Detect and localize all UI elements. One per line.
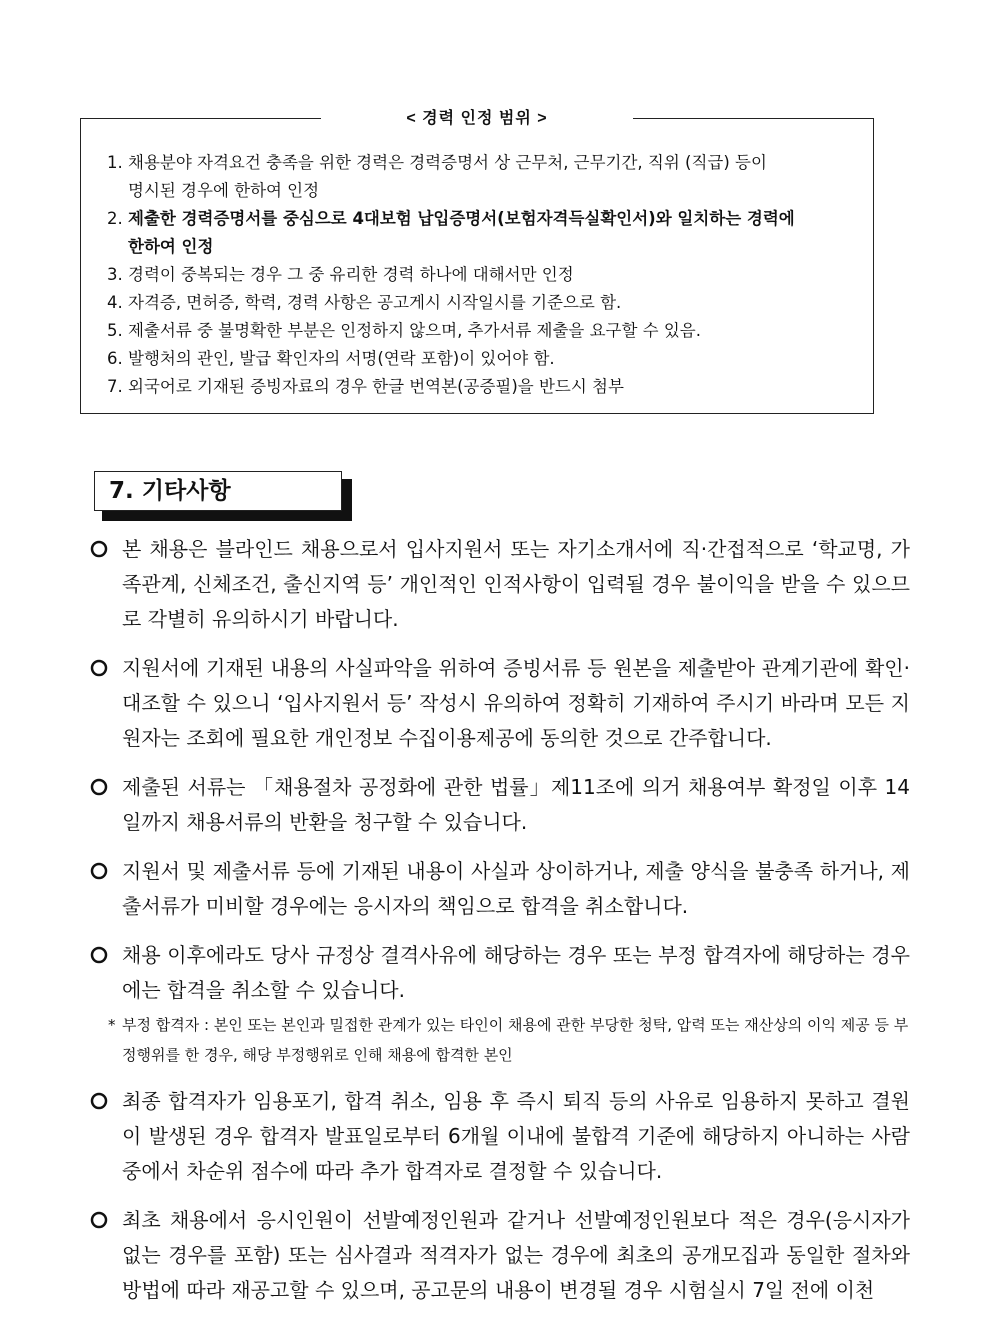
circle-bullet-icon (90, 1092, 108, 1110)
criteria-box-title: < 경력 인정 범위 > (321, 105, 633, 128)
list-item: 지원서 및 제출서류 등에 기재된 내용이 사실과 상이하거나, 제출 양식을 불충족 하거나, 제출서류가 미비할 경우에는 응시자의 책임으로 합격을 취소합니다. (90, 854, 910, 924)
list-item: 제출된 서류는 「채용절차 공정화에 관한 법률」제11조에 의거 채용여부 확정일 이후 14일까지 채용서류의 반환을 청구할 수 있습니다. (90, 770, 910, 840)
circle-bullet-icon (90, 946, 108, 964)
criteria-list (107, 149, 852, 401)
list-item: 본 채용은 블라인드 채용으로서 입사지원서 또는 자기소개서에 직·간접적으로 ‘학교명, 가족관계, 신체조건, 출신지역 등’ 개인적인 인적사항이 입력될 경우 불이익을 받을 수 있으므로 각별히 유의하시기 바랍니다. (90, 532, 910, 637)
circle-bullet-icon (90, 862, 108, 880)
circle-bullet-icon (90, 778, 108, 796)
criteria-item: 3. 경력이 중복되는 경우 그 중 유리한 경력 하나에 대해서만 인정 (107, 265, 574, 284)
circle-bullet-icon (90, 659, 108, 677)
list-item: 최종 합격자가 임용포기, 합격 취소, 임용 후 즉시 퇴직 등의 사유로 임용하지 못하고 결원이 발생된 경우 합격자 발표일로부터 6개월 이내에 불합격 기준에 해당하지 아니하는 사람 중에서 차순위 점수에 따라 추가 합격자로 결정할 수 있습니다. (90, 1084, 910, 1189)
criteria-box (80, 110, 874, 414)
criteria-item: 2. 제출한 경력증명서를 중심으로 4대보험 납입증명서(보험자격득실확인서)와 일치하는 경력에 한하여 인정 (107, 209, 795, 256)
criteria-item: 7. 외국어로 기재된 증빙자료의 경우 한글 번역본(공증필)을 반드시 첨부 (107, 377, 624, 396)
criteria-item: 6. 발행처의 관인, 발급 확인자의 서명(연락 포함)이 있어야 함. (107, 349, 555, 368)
bullet-list (90, 532, 910, 1322)
section-title: 7. 기타사항 (94, 471, 342, 511)
criteria-item: 1. 채용분야 자격요건 충족을 위한 경력은 경력증명서 상 근무처, 근무기간, 직위 (직급) 등이 명시된 경우에 한하여 인정 (107, 153, 767, 200)
list-item: 채용 이후에라도 당사 규정상 결격사유에 해당하는 경우 또는 부정 합격자에 해당하는 경우에는 합격을 취소할 수 있습니다. (90, 938, 910, 1008)
circle-bullet-icon (90, 540, 108, 558)
list-item: 지원서에 기재된 내용의 사실파악을 위하여 증빙서류 등 원본을 제출받아 관계기관에 확인·대조할 수 있으니 ‘입사지원서 등’ 작성시 유의하여 정확히 기재하여 주시기 바라며 모든 지원자는 조회에 필요한 개인정보 수집이용제공에 동의한 것으로 간주합니다. (90, 651, 910, 756)
circle-bullet-icon (90, 1211, 108, 1229)
criteria-item: 5. 제출서류 중 불명확한 부분은 인정하지 않으며, 추가서류 제출을 요구할 수 있음. (107, 321, 701, 340)
criteria-item: 4. 자격증, 면허증, 학력, 경력 사항은 공고게시 시작일시를 기준으로 함. (107, 293, 622, 312)
footnote: * 부정 합격자 : 본인 또는 본인과 밀접한 관계가 있는 타인이 채용에 관한 부당한 청탁, 압력 또는 재산상의 이익 제공 등 부정행위를 한 경우, 해당 부정행위로 인해 채용에 합격한 본인 (108, 1016, 909, 1064)
list-item: 최초 채용에서 응시인원이 선발예정인원과 같거나 선발예정인원보다 적은 경우(응시자가 없는 경우를 포함) 또는 심사결과 적격자가 없는 경우에 최초의 공개모집과 동일한 절차와 방법에 따라 재공고할 수 있으며, 공고문의 내용이 변경될 경우 시험실시 7일 전에 이천 (90, 1203, 910, 1308)
section-heading (94, 471, 352, 521)
